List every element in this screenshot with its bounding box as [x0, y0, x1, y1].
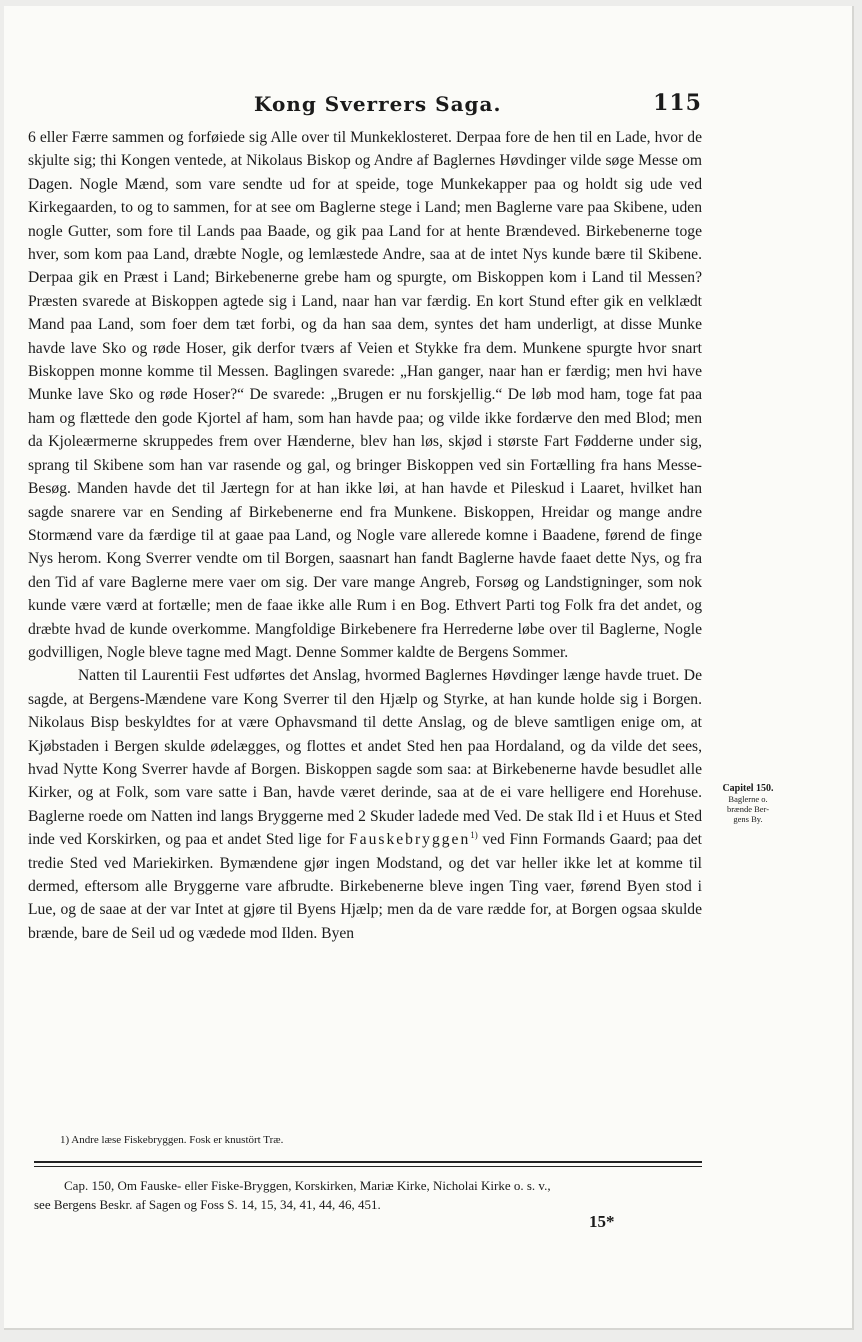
main-text — [28, 126, 702, 945]
editorial-note — [34, 1176, 702, 1214]
running-header — [254, 92, 702, 116]
marginal-note — [704, 784, 792, 824]
marginal-chapter: Capitel 150. — [722, 783, 774, 794]
footnote: 1) Andre læse Fiskebryggen. Fosk er knustört Træ. — [60, 1134, 284, 1146]
place-name-spaced: Fauskebryggen — [349, 831, 471, 849]
divider-rule — [34, 1161, 702, 1163]
footnote-ref: 1) — [470, 830, 478, 840]
printer-signature: 15* — [589, 1212, 615, 1231]
page-number: 115 — [653, 90, 702, 116]
marginal-line: brænde Ber- — [726, 804, 770, 814]
paragraph-1: 6 eller Færre sammen og forføiede sig Alle over til Munkeklosteret. Derpaa fore de hen til en Lade, hvor de skjulte sig; thi Kongen ventede, at Nikolaus Biskop og Andre af Baglernes Høvdinger vilde søge Messe om Dagen. Nogle Mænd, som vare sendte ud for at speide, toge Munkekapper paa og holdt sig ude ved Kirkegaarden, to og to sammen, for at see om Baglerne stege i Land; men Baglerne vare paa Skibene, uden nogle Gutter, som fore til Lands paa Baade, og gik paa Land for at hente Brændeved. Birkebenerne toge hver, som kom paa Land, dræbte Nogle, og lemlæstede Andre, saa at de intet Nys kunde bære til Skibene. Derpaa gik en Præst i Land; Birkebenerne grebe ham og spurgte, om Biskoppen kom i Land til Messen? Præsten svarede at Biskoppen agtede sig i Land, naar han var færdig. En kort Stund efter gik en velklædt Mand paa Land, som foer dem tæt forbi, og da han saa dem, syntes det ham underligt, at disse Munke havde lave Sko og røde Hoser, gik derfor tværs af Veien et Stykke fra dem. Munkene spurgte hvor snart Biskoppen monne komme til Messen. Baglingen svarede: „Han ganger, naar han er færdig; men hvi have Munke lave Sko og røde Hoser?“ De svarede: „Brugen er nu forskjellig.“ De løb mod ham, toge fat paa ham og flættede den gode Kjortel af ham, som han havde paa; og vilde ikke fordærve den med Blod; men da Kjoleærmerne skruppedes frem over Hænderne, blev han løs, skjød i største Fart Fødderne under sig, sprang til Skibene som han var rasende og gal, og bringer Biskoppen ved sin Fortælling fra hans Messe-Besøg. Manden havde det til Jærtegn for at han ikke løi, at han havde et Pileskud i Laaret, hvilket han sagde snarere var en Sending af Birkebenerne end fra Munkene. Biskoppen, Hreidar og mange andre Stormænd vare da færdige til at gaae paa Land, og Nogle vare allerede komne i Baadene, førend de finge Nys herom. Kong Sverrer vendte om til Borgen, saasnart han fandt Baglerne havde faaet dette Nys, og fra den Tid af vare Baglerne mere vaer om sig. Der vare mange Angreb, Forsøg og Landstigninger, som nok kunde være værd at fortælle; men de faae ikke alle Rum i en Bog. Ethvert Parti tog Folk fra det andet, og dræbte hvad de kunde overkomme. Mangfoldige Birkebenere fra Herrederne løbe over til Baglerne, Nogle godvilligen, Nogle bleve tagne med Magt. Denne Sommer kaldte de Bergens Sommer. — [28, 129, 702, 661]
paragraph-2-end: ved Finn Formands Gaard; paa det tredie Sted ved Mariekirken. Bymændene gjør ingen Modstand, og det var heller ikke let at komme til dermed, eftersom alle Bryggerne vare afbrudte. Birkebenerne bleve ingen Ting vaer, førend Byen stod i Lue, og de saae at der var Intet at gjøre til Byens Hjælp; men da de vare rædde for, at Borgen ogsaa skulde brænde, bare de Seil ud og vædede mod Ilden. Byen — [28, 831, 702, 942]
marginal-line: gens By. — [733, 814, 763, 824]
book-page — [4, 6, 854, 1330]
note-line-2: see Bergens Beskr. af Sagen og Foss S. 14, 15, 34, 41, 44, 46, 451. — [34, 1197, 381, 1212]
paragraph-2 — [28, 664, 702, 945]
marginal-line: Baglerne o. — [728, 794, 768, 804]
paragraph-2-start: Natten til Laurentii Fest udførtes det Anslag, hvormed Baglernes Høvdinger længe havde truet. De sagde, at Bergens-Mændene vare Kong Sverrer til den Hjælp og Styrke, at han kunde holde sig i Borgen. Nikolaus Bisp beskyldtes for at være Ophavsmand til dette Anslag, og de bleve samtligen enige om, at Kjøbstaden i Bergen skulde ødelægges, og flottes et andet Sted hen paa Hordaland, og da vilde det sees, hvad Nytte Kong Sverrer havde af Borgen. Biskoppen sagde som saa: at Birkebenerne havde besudlet alle Kirker, og at Folk, som vare satte i Ban, havde været derinde, saa at de ei vare helligere end Horehuse. Baglerne roede om Natten ind langs Bryggerne med 2 Skuder ladede med Ved. De stak Ild i et Huus et Sted inde ved Korskirken, og paa et andet Sted lige for — [28, 667, 702, 849]
running-title: Kong Sverrers Saga. — [254, 92, 502, 116]
note-line-1: Cap. 150, Om Fauske- eller Fiske-Bryggen, Korskirken, Mariæ Kirke, Nicholai Kirke o. s. v., — [64, 1178, 551, 1193]
divider-rule-thin — [34, 1166, 702, 1167]
